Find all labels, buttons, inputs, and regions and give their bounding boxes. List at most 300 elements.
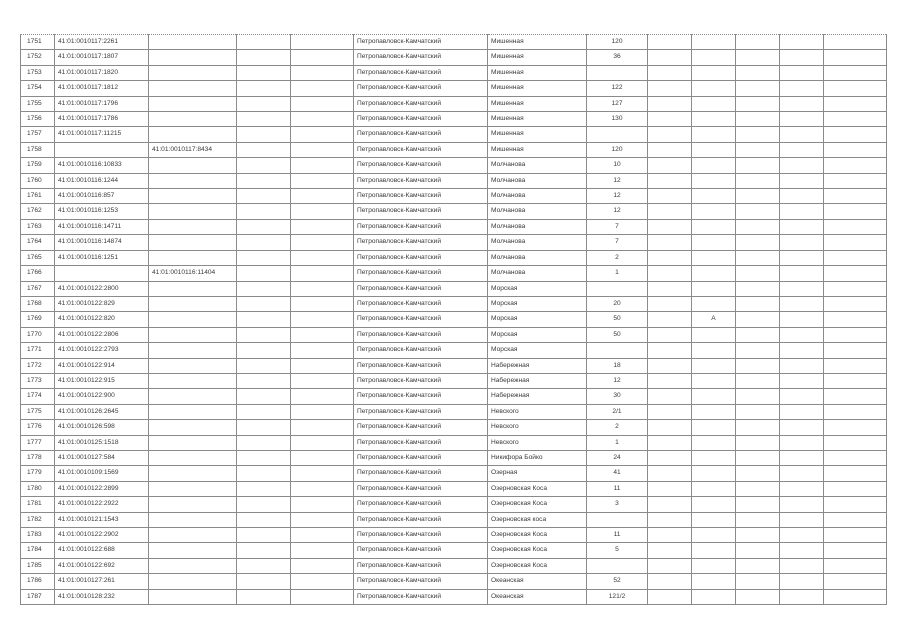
empty-cell [291,281,354,296]
house-number: 20 [587,296,648,311]
empty-cell [237,312,291,327]
empty-cell [736,435,780,450]
cadastral-number-alt [149,466,237,481]
cadastral-number: 41:01:0010117:1812 [55,81,149,96]
mark [692,50,736,65]
empty-cell [237,466,291,481]
mark [692,35,736,50]
house-number: 12 [587,189,648,204]
table-row [21,420,887,435]
empty-cell [237,50,291,65]
table-row [21,358,887,373]
street: Мишенная [488,65,587,80]
row-number: 1777 [21,435,55,450]
mark [692,173,736,188]
empty-cell [291,543,354,558]
street: Озерная [488,466,587,481]
city: Петропавловск-Камчатский [354,373,488,388]
house-number: 120 [587,142,648,157]
empty-cell [824,250,887,265]
table-row [21,543,887,558]
row-number: 1765 [21,250,55,265]
empty-cell [648,296,692,311]
empty-cell [291,81,354,96]
street: Морская [488,281,587,296]
empty-cell [291,389,354,404]
empty-cell [824,204,887,219]
table-row [21,343,887,358]
empty-cell [780,127,824,142]
empty-cell [648,343,692,358]
table-row [21,389,887,404]
empty-cell [736,65,780,80]
empty-cell [780,158,824,173]
empty-cell [824,142,887,157]
empty-cell [237,450,291,465]
empty-cell [648,96,692,111]
street: Мишенная [488,142,587,157]
house-number: 24 [587,450,648,465]
empty-cell [291,219,354,234]
empty-cell [237,204,291,219]
empty-cell [291,420,354,435]
empty-cell [824,435,887,450]
empty-cell [736,173,780,188]
cadastral-number-alt [149,543,237,558]
street: Набережная [488,373,587,388]
city: Петропавловск-Камчатский [354,528,488,543]
empty-cell [824,81,887,96]
empty-cell [824,481,887,496]
cadastral-number: 41:01:0010122:2806 [55,327,149,342]
cadastral-number: 41:01:0010117:1786 [55,112,149,127]
empty-cell [237,528,291,543]
mark [692,112,736,127]
empty-cell [780,142,824,157]
street: Молчанова [488,173,587,188]
empty-cell [780,35,824,50]
house-number: 30 [587,389,648,404]
city: Петропавловск-Камчатский [354,450,488,465]
empty-cell [736,296,780,311]
street: Океанская [488,589,587,604]
mark [692,81,736,96]
empty-cell [237,235,291,250]
row-number: 1780 [21,481,55,496]
street: Морская [488,343,587,358]
empty-cell [291,173,354,188]
empty-cell [291,112,354,127]
empty-cell [736,450,780,465]
mark [692,466,736,481]
empty-cell [780,543,824,558]
empty-cell [648,127,692,142]
city: Петропавловск-Камчатский [354,142,488,157]
street: Молчанова [488,250,587,265]
city: Петропавловск-Камчатский [354,589,488,604]
empty-cell [780,296,824,311]
table-row [21,466,887,481]
cadastral-number-alt [149,127,237,142]
empty-cell [780,173,824,188]
street: Мишенная [488,96,587,111]
cadastral-number-alt [149,435,237,450]
empty-cell [648,204,692,219]
mark [692,528,736,543]
empty-cell [824,512,887,527]
table-row [21,312,887,327]
empty-cell [237,281,291,296]
row-number: 1766 [21,266,55,281]
street: Невского [488,435,587,450]
mark [692,497,736,512]
cadastral-number-alt [149,327,237,342]
empty-cell [237,127,291,142]
empty-cell [237,296,291,311]
mark [692,281,736,296]
cadastral-number: 41:01:0010117:1796 [55,96,149,111]
empty-cell [291,65,354,80]
cadastral-number: 41:01:0010109:1569 [55,466,149,481]
cadastral-number: 41:01:0010122:915 [55,373,149,388]
row-number: 1779 [21,466,55,481]
cadastral-number-alt [149,173,237,188]
table-row [21,528,887,543]
empty-cell [648,589,692,604]
empty-cell [237,543,291,558]
cadastral-number: 41:01:0010125:1518 [55,435,149,450]
empty-cell [648,327,692,342]
house-number: 1 [587,266,648,281]
cadastral-number-alt: 41:01:0010117:8434 [149,142,237,157]
city: Петропавловск-Камчатский [354,235,488,250]
mark [692,435,736,450]
empty-cell [648,250,692,265]
empty-cell [780,589,824,604]
table-row [21,450,887,465]
row-number: 1783 [21,528,55,543]
cadastral-number-alt [149,389,237,404]
empty-cell [291,450,354,465]
empty-cell [780,558,824,573]
city: Петропавловск-Камчатский [354,558,488,573]
empty-cell [237,81,291,96]
empty-cell [780,281,824,296]
empty-cell [291,528,354,543]
empty-cell [237,112,291,127]
city: Петропавловск-Камчатский [354,343,488,358]
cadastral-number-alt [149,35,237,50]
city: Петропавловск-Камчатский [354,266,488,281]
empty-cell [291,189,354,204]
cadastral-number: 41:01:0010116:1244 [55,173,149,188]
empty-cell [824,112,887,127]
house-number [587,127,648,142]
empty-cell [291,158,354,173]
cadastral-number [55,142,149,157]
empty-cell [824,96,887,111]
empty-cell [237,435,291,450]
empty-cell [291,589,354,604]
empty-cell [736,389,780,404]
empty-cell [824,65,887,80]
empty-cell [648,158,692,173]
empty-cell [291,250,354,265]
empty-cell [237,481,291,496]
house-number [587,343,648,358]
row-number: 1787 [21,589,55,604]
empty-cell [237,266,291,281]
row-number: 1752 [21,50,55,65]
house-number: 10 [587,158,648,173]
empty-cell [824,281,887,296]
empty-cell [648,65,692,80]
mark [692,127,736,142]
empty-cell [648,466,692,481]
empty-cell [648,497,692,512]
city: Петропавловск-Камчатский [354,327,488,342]
empty-cell [824,543,887,558]
empty-cell [824,327,887,342]
street: Набережная [488,389,587,404]
row-number: 1762 [21,204,55,219]
mark [692,235,736,250]
empty-cell [824,35,887,50]
empty-cell [780,343,824,358]
city: Петропавловск-Камчатский [354,96,488,111]
empty-cell [780,420,824,435]
cadastral-number: 41:01:0010127:584 [55,450,149,465]
table-row [21,35,887,50]
empty-cell [780,96,824,111]
house-number: 2 [587,250,648,265]
mark [692,389,736,404]
mark [692,250,736,265]
empty-cell [648,558,692,573]
empty-cell [291,358,354,373]
cadastral-number-alt [149,589,237,604]
cadastral-number-alt [149,50,237,65]
row-number: 1778 [21,450,55,465]
mark [692,358,736,373]
empty-cell [824,219,887,234]
street: Молчанова [488,158,587,173]
house-number: 12 [587,373,648,388]
empty-cell [648,435,692,450]
empty-cell [648,481,692,496]
house-number: 7 [587,235,648,250]
empty-cell [824,189,887,204]
row-number: 1786 [21,574,55,589]
empty-cell [291,296,354,311]
city: Петропавловск-Камчатский [354,420,488,435]
street: Морская [488,296,587,311]
cadastral-number: 41:01:0010122:2922 [55,497,149,512]
street: Мишенная [488,50,587,65]
cadastral-number: 41:01:0010122:900 [55,389,149,404]
empty-cell [824,589,887,604]
table-row [21,497,887,512]
empty-cell [780,528,824,543]
empty-cell [648,35,692,50]
empty-cell [291,96,354,111]
table-row [21,373,887,388]
cadastral-number-alt [149,558,237,573]
empty-cell [824,528,887,543]
empty-cell [291,235,354,250]
row-number: 1771 [21,343,55,358]
empty-cell [824,266,887,281]
street: Морская [488,312,587,327]
mark [692,543,736,558]
row-number: 1784 [21,543,55,558]
empty-cell [736,404,780,419]
cadastral-number: 41:01:0010116:857 [55,189,149,204]
cadastral-number-alt [149,204,237,219]
empty-cell [780,358,824,373]
empty-cell [648,373,692,388]
table-row [21,127,887,142]
cadastral-number-alt [149,481,237,496]
empty-cell [736,574,780,589]
empty-cell [780,112,824,127]
city: Петропавловск-Камчатский [354,312,488,327]
row-number: 1763 [21,219,55,234]
empty-cell [648,142,692,157]
empty-cell [736,35,780,50]
street: Набережная [488,358,587,373]
cadastral-number-alt [149,343,237,358]
house-number: 12 [587,204,648,219]
table-row [21,266,887,281]
empty-cell [237,497,291,512]
row-number: 1774 [21,389,55,404]
empty-cell [736,250,780,265]
house-number: 50 [587,327,648,342]
document-sheet [20,34,886,605]
cadastral-number-alt [149,65,237,80]
cadastral-number: 41:01:0010122:820 [55,312,149,327]
empty-cell [780,65,824,80]
empty-cell [648,235,692,250]
row-number: 1758 [21,142,55,157]
row-number: 1769 [21,312,55,327]
row-number: 1775 [21,404,55,419]
empty-cell [780,481,824,496]
mark [692,65,736,80]
row-number: 1756 [21,112,55,127]
empty-cell [237,512,291,527]
empty-cell [780,250,824,265]
table-row [21,204,887,219]
empty-cell [291,142,354,157]
house-number [587,512,648,527]
house-number: 50 [587,312,648,327]
empty-cell [780,512,824,527]
table-row [21,296,887,311]
empty-cell [736,96,780,111]
city: Петропавловск-Камчатский [354,435,488,450]
empty-cell [648,173,692,188]
table-row [21,235,887,250]
cadastral-number: 41:01:0010117:1807 [55,50,149,65]
empty-cell [736,112,780,127]
mark: А [692,312,736,327]
empty-cell [780,189,824,204]
street: Невского [488,404,587,419]
empty-cell [736,127,780,142]
empty-cell [736,327,780,342]
street: Молчанова [488,204,587,219]
street: Озерновская Коса [488,543,587,558]
row-number: 1767 [21,281,55,296]
row-number: 1761 [21,189,55,204]
empty-cell [736,343,780,358]
empty-cell [648,81,692,96]
house-number: 5 [587,543,648,558]
cadastral-number-alt [149,96,237,111]
city: Петропавловск-Камчатский [354,250,488,265]
cadastral-number-alt [149,235,237,250]
empty-cell [648,312,692,327]
street: Озерновская Коса [488,558,587,573]
cadastral-number: 41:01:0010126:2645 [55,404,149,419]
mark [692,327,736,342]
mark [692,158,736,173]
table-row [21,250,887,265]
table-row [21,142,887,157]
street: Озерновская Коса [488,528,587,543]
empty-cell [648,404,692,419]
table-row [21,173,887,188]
empty-cell [824,358,887,373]
empty-cell [648,528,692,543]
table-row [21,158,887,173]
row-number: 1781 [21,497,55,512]
empty-cell [780,574,824,589]
empty-cell [824,450,887,465]
empty-cell [237,142,291,157]
empty-cell [291,343,354,358]
empty-cell [736,373,780,388]
table-row [21,50,887,65]
empty-cell [237,173,291,188]
empty-cell [780,497,824,512]
house-number: 36 [587,50,648,65]
empty-cell [780,389,824,404]
street: Молчанова [488,266,587,281]
row-number: 1759 [21,158,55,173]
table-row [21,81,887,96]
empty-cell [648,420,692,435]
street: Молчанова [488,219,587,234]
street: Мишенная [488,112,587,127]
cadastral-number: 41:01:0010116:14711 [55,219,149,234]
cadastral-number: 41:01:0010128:232 [55,589,149,604]
cadastral-number: 41:01:0010122:2902 [55,528,149,543]
empty-cell [291,266,354,281]
cadastral-number: 41:01:0010117:11215 [55,127,149,142]
empty-cell [736,204,780,219]
empty-cell [824,558,887,573]
empty-cell [736,558,780,573]
cadastral-number-alt [149,312,237,327]
empty-cell [736,142,780,157]
empty-cell [824,497,887,512]
empty-cell [824,574,887,589]
city: Петропавловск-Камчатский [354,35,488,50]
mark [692,558,736,573]
